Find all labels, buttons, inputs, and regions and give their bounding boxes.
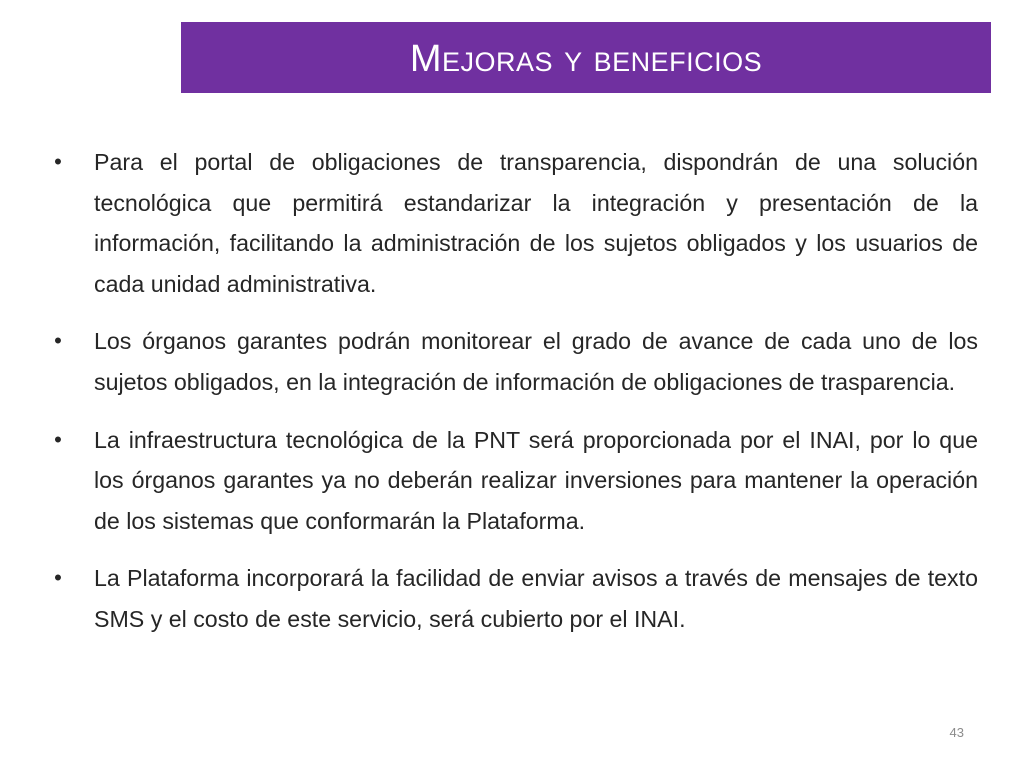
- bullet-dot-icon: •: [54, 426, 62, 452]
- bullet-dot-icon: •: [54, 328, 62, 354]
- bullet-item: [50, 142, 978, 304]
- bullet-dot-icon: •: [54, 565, 62, 591]
- bullet-text: Para el portal de obligaciones de transparencia, dispondrán de una solución tecnológica que permitirá estandarizar la integración y presentación de la información, facilitando la administración de los sujetos obligados y los usuarios de cada unidad administrativa.: [94, 149, 978, 297]
- bullet-item: [50, 558, 978, 639]
- bullet-item: [50, 321, 978, 402]
- bullet-item: [50, 420, 978, 542]
- bullet-dot-icon: •: [54, 149, 62, 174]
- title-banner: [181, 22, 991, 93]
- page-number: 43: [949, 725, 964, 740]
- bullet-list: [50, 142, 978, 657]
- bullet-text: La Plataforma incorporará la facilidad de enviar avisos a través de mensajes de texto SMS y el costo de este servicio, será cubierto por el INAI.: [94, 565, 978, 632]
- bullet-text: La infraestructura tecnológica de la PNT será proporcionada por el INAI, por lo que los órganos garantes ya no deberán realizar inversiones para mantener la operación de los sistemas que conformarán la Plataforma.: [94, 426, 978, 534]
- bullet-text: Los órganos garantes podrán monitorear el grado de avance de cada uno de los sujetos obligados, en la integración de información de obligaciones de trasparencia.: [94, 328, 978, 395]
- slide-title: Mejoras y beneficios: [409, 37, 763, 80]
